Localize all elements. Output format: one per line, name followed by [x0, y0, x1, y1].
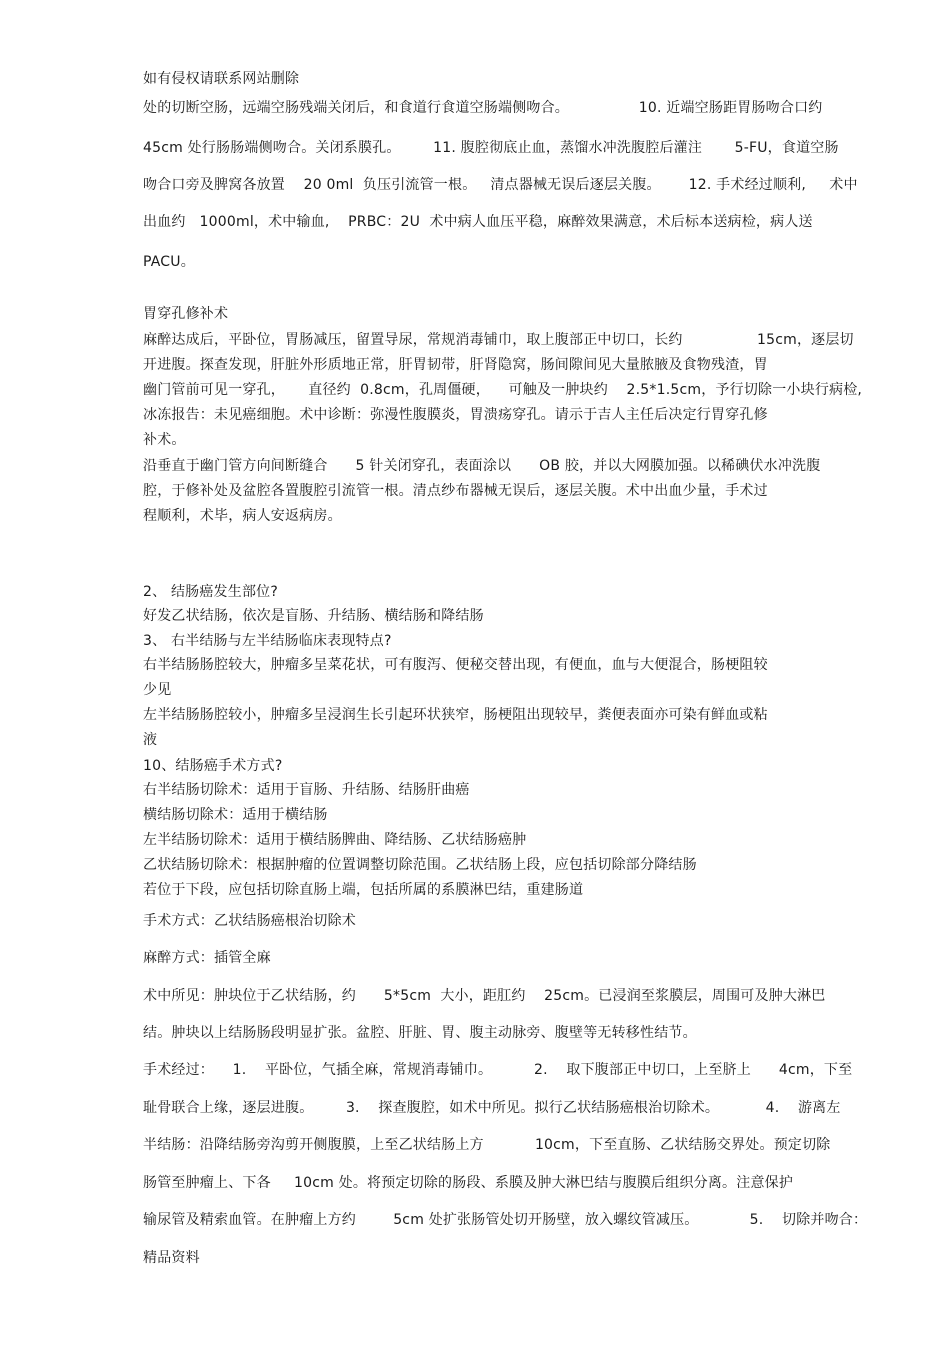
text-line: 半结肠：沿降结肠旁沟剪开侧腹膜，上至乙状结肠上方 10cm，下至直肠、乙状结肠交界处。预定切除 — [143, 1137, 831, 1153]
text-line: 乙状结肠切除术：根据肿瘤的位置调整切除范围。乙状结肠上段，应包括切除部分降结肠 — [143, 857, 697, 873]
text-line: 处的切断空肠，远端空肠残端关闭后，和食道行食道空肠端侧吻合。 10. 近端空肠距胃肠吻合口约 — [143, 100, 823, 116]
text-line: 手术经过： 1. 平卧位，气插全麻，常规消毒铺巾。 2. 取下腹部正中切口，上至脐上 4cm，下至 — [143, 1062, 853, 1078]
text-line: 若位于下段，应包括切除直肠上端，包括所属的系膜淋巴结，重建肠道 — [143, 882, 584, 898]
page-header: 如有侵权请联系网站删除 — [143, 71, 300, 87]
text-line: 少见 — [143, 682, 172, 698]
section-title: 胃穿孔修补术 — [143, 306, 229, 322]
text-line: 腔，于修补处及盆腔各置腹腔引流管一根。清点纱布器械无误后，逐层关腹。术中出血少量，手术过 — [143, 483, 768, 499]
text-line: 补术。 — [143, 432, 186, 448]
text-line: 沿垂直于幽门管方向间断缝合 5 针关闭穿孔，表面涂以 OB 胶，并以大网膜加强。以稀碘伏水冲洗腹 — [143, 458, 821, 474]
text-line: 左半结肠肠腔较小，肿瘤多呈浸润生长引起环状狭窄，肠梗阻出现较早，粪便表面亦可染有鲜血或粘 — [143, 707, 768, 723]
text-line: 右半结肠切除术：适用于盲肠、升结肠、结肠肝曲癌 — [143, 782, 470, 798]
text-line: 45cm 处行肠肠端侧吻合。关闭系膜孔。 11. 腹腔彻底止血，蒸馏水冲洗腹腔后灌注 5-FU，食道空肠 — [143, 140, 839, 156]
text-line: 手术方式：乙状结肠癌根治切除术 — [143, 913, 356, 929]
text-line: 横结肠切除术：适用于横结肠 — [143, 807, 328, 823]
text-line: 输尿管及精索血管。在肿瘤上方约 5cm 处扩张肠管处切开肠壁，放入螺纹管减压。 5. 切除并吻合： — [143, 1212, 868, 1228]
text-line: 右半结肠肠腔较大，肿瘤多呈菜花状，可有腹泻、便秘交替出现，有便血，血与大便混合，肠梗阻较 — [143, 657, 768, 673]
text-line: 好发乙状结肠，依次是盲肠、升结肠、横结肠和降结肠 — [143, 608, 484, 624]
page-footer: 精品资料 — [143, 1250, 200, 1266]
question-heading: 3、 右半结肠与左半结肠临床表现特点? — [143, 633, 392, 649]
text-line: 程顺利，术毕，病人安返病房。 — [143, 508, 342, 524]
text-line: 幽门管前可见一穿孔， 直径约 0.8cm，孔周僵硬， 可触及一肿块约 2.5*1.5cm，予行切除一小块行病检, — [143, 382, 863, 398]
text-line: 吻合口旁及脾窝各放置 20 0ml 负压引流管一根。 清点器械无误后逐层关腹。 12. 手术经过顺利, 术中 — [143, 177, 858, 193]
text-line: 麻醉达成后，平卧位，胃肠减压，留置导尿，常规消毒铺巾，取上腹部正中切口，长约 15cm，逐层切 — [143, 332, 854, 348]
question-heading: 2、 结肠癌发生部位? — [143, 584, 278, 600]
question-heading: 10、结肠癌手术方式? — [143, 758, 283, 774]
text-line: 肠管至肿瘤上、下各 10cm 处。将预定切除的肠段、系膜及肿大淋巴结与腹膜后组织分离。注意保护 — [143, 1175, 794, 1191]
text-line: 耻骨联合上缘，逐层进腹。 3. 探查腹腔，如术中所见。拟行乙状结肠癌根治切除术。 4. 游离左 — [143, 1100, 841, 1116]
text-line: 冰冻报告：未见癌细胞。术中诊断：弥漫性腹膜炎，胃溃疡穿孔。请示于吉人主任后决定行胃穿孔修 — [143, 407, 768, 423]
text-line: 开进腹。探查发现，肝脏外形质地正常，肝胃韧带，肝肾隐窝，肠间隙间见大量脓腋及食物残渣，胃 — [143, 357, 768, 373]
text-line: 左半结肠切除术：适用于横结肠脾曲、降结肠、乙状结肠癌肿 — [143, 832, 527, 848]
text-line: 麻醉方式：插管全麻 — [143, 950, 271, 966]
text-line: 出血约 1000ml，术中输血, PRBC：2U 术中病人血压平稳，麻醉效果满意，术后标本送病检，病人送 — [143, 214, 813, 230]
text-line: 结。肿块以上结肠肠段明显扩张。盆腔、肝脏、胃、腹主动脉旁、腹壁等无转移性结节。 — [143, 1025, 697, 1041]
text-line: PACU。 — [143, 254, 195, 270]
text-line: 液 — [143, 732, 158, 748]
text-line: 术中所见：肿块位于乙状结肠，约 5*5cm 大小，距肛约 25cm。已浸润至浆膜层，周围可及肿大淋巴 — [143, 988, 826, 1004]
